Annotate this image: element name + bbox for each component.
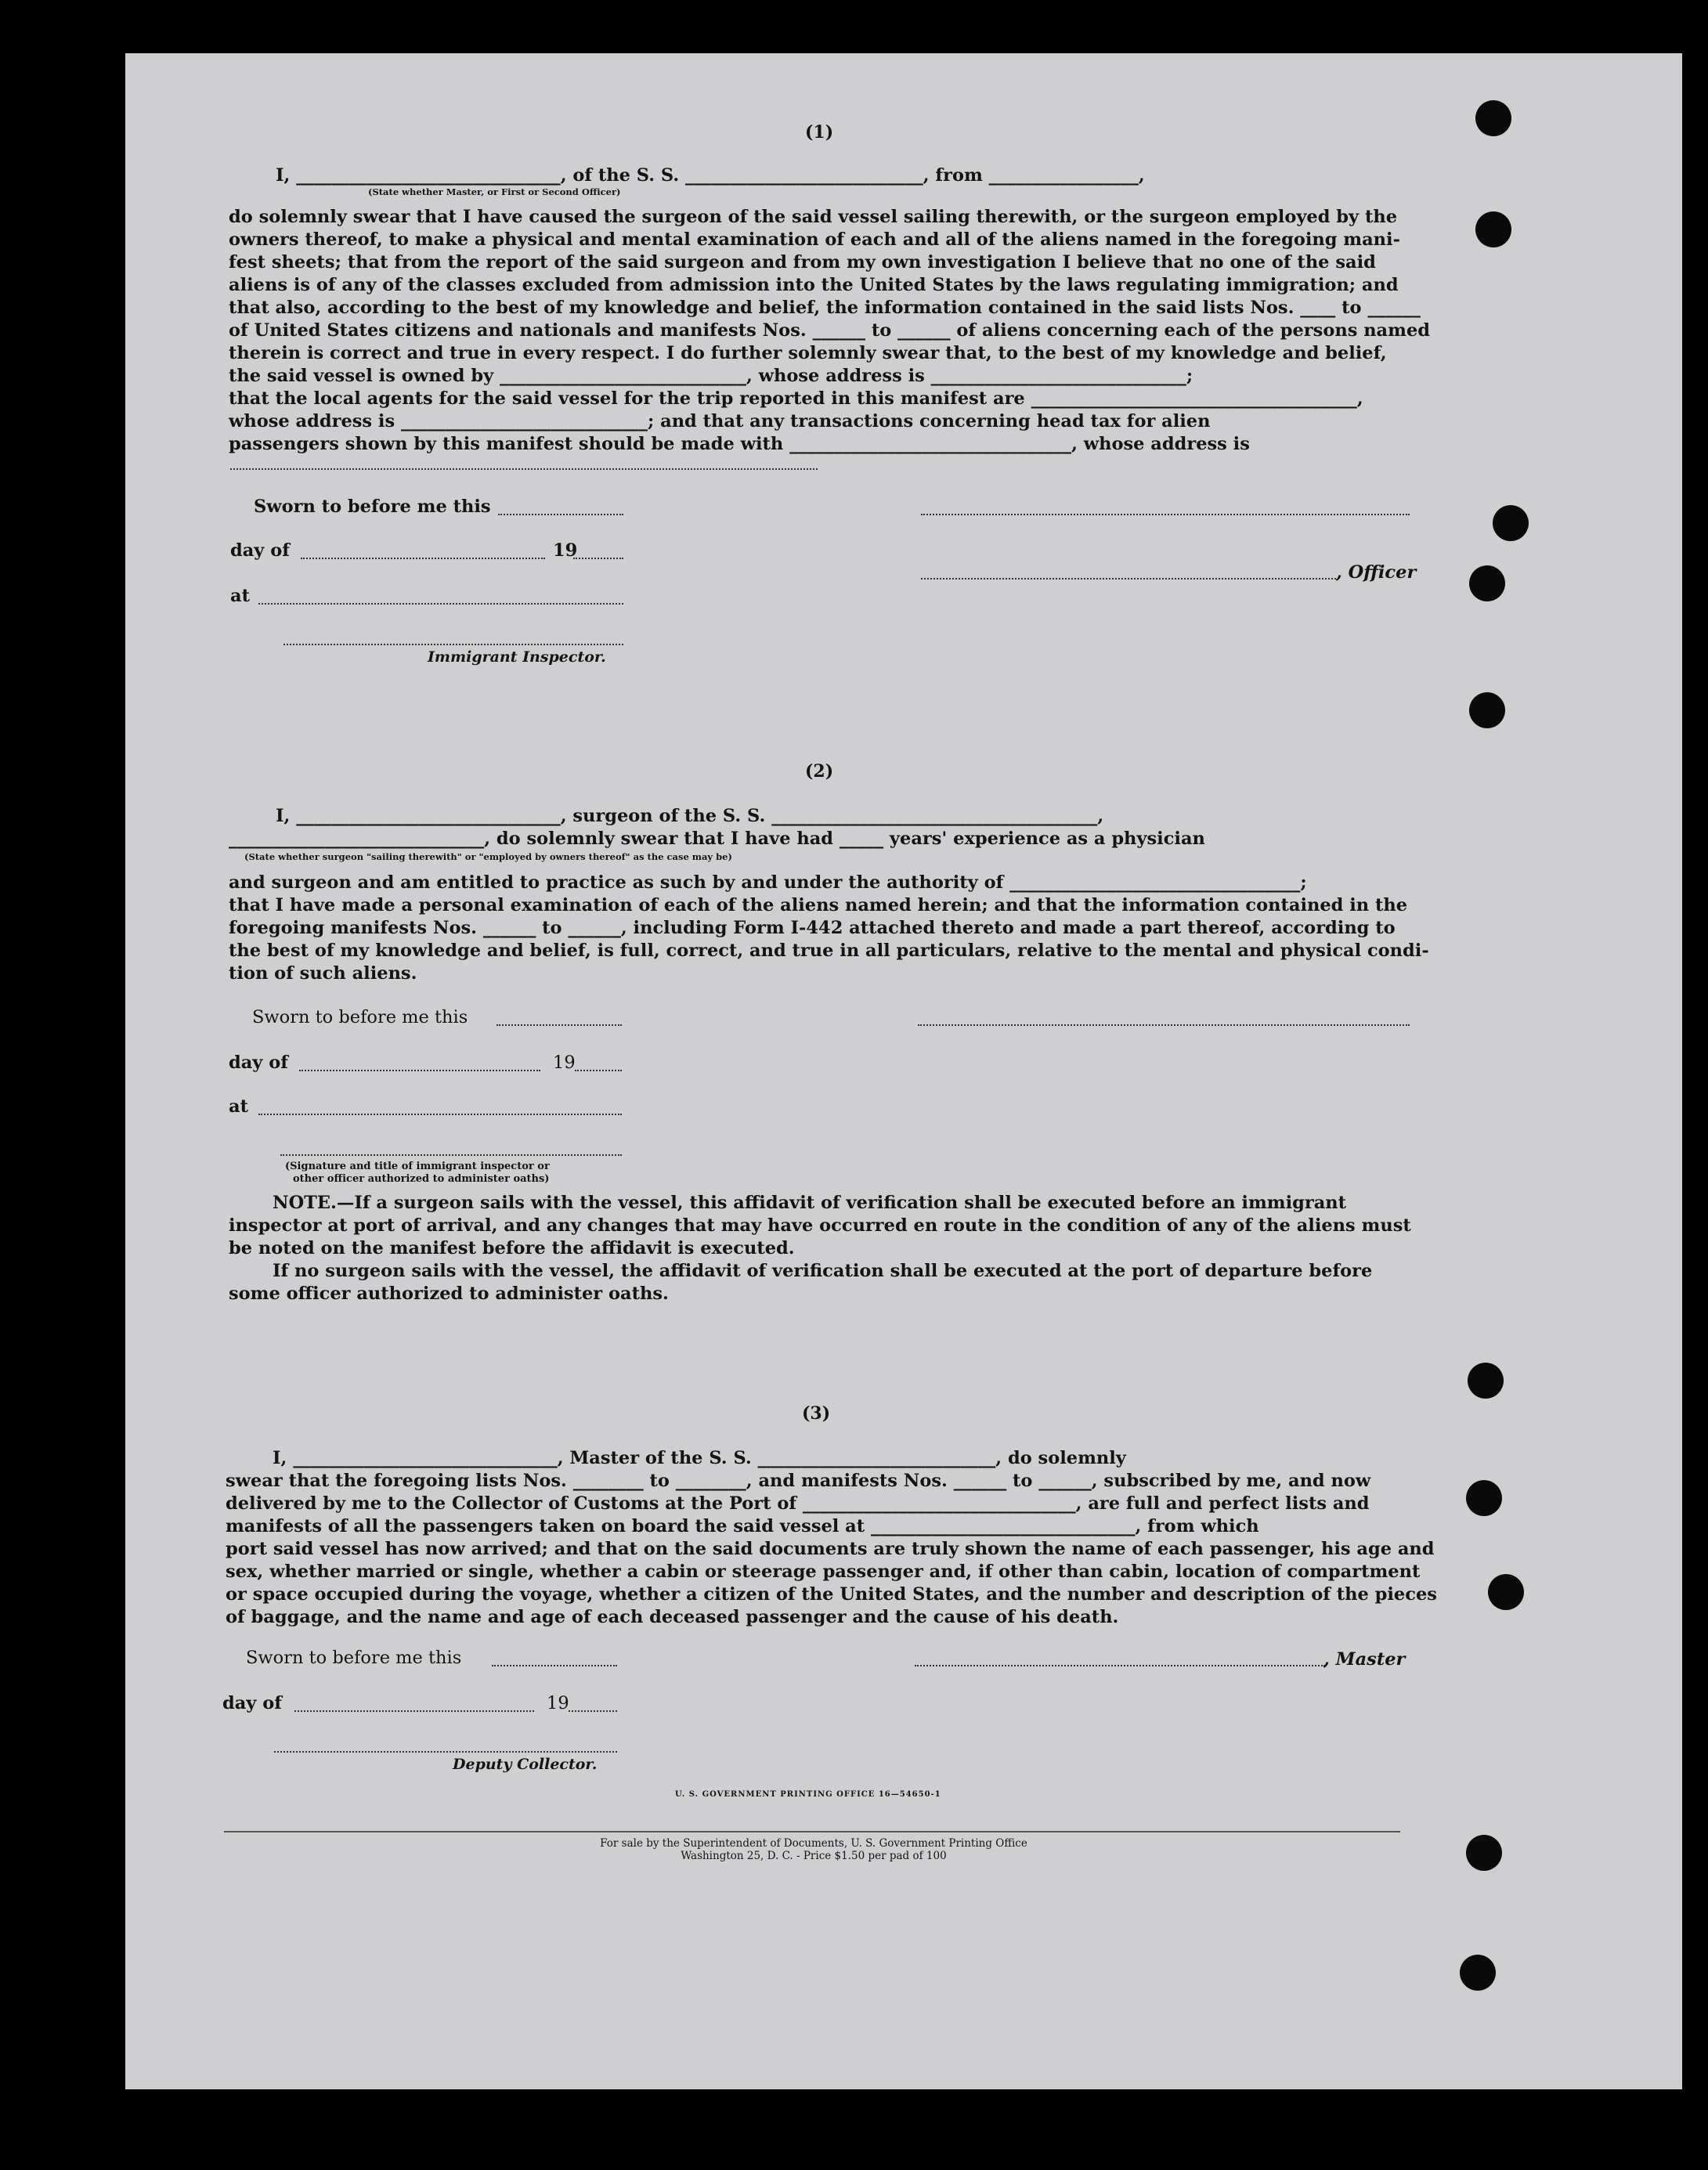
printing-office-line: U. S. GOVERNMENT PRINTING OFFICE 16—54650-1 [675,1790,941,1799]
section-3-line: or space occupied during the voyage, whether a citizen of the United States, and the number and description of the pieces [226,1584,1437,1605]
year-prefix: 19 [547,1693,569,1713]
note-line: NOTE.—If a surgeon sails with the vessel, this affidavit of verification shall be executed before an immigrant [273,1193,1347,1213]
officer-label: , Officer [1336,562,1417,583]
punch-hole [1460,1955,1496,1991]
section-1-line: that the local agents for the said vessel for the trip reported in this manifest are _____________________________________, [229,388,1363,409]
section-1-line: aliens is of any of the classes excluded from admission into the United States by the laws regulating immigration; and [229,275,1399,295]
day-of-label: day of [230,540,290,561]
year-prefix: 19 [553,540,578,561]
punch-hole [1466,1835,1502,1871]
section-2-line-1: I, ______________________________, surgeon of the S. S. _____________________________________, [276,806,1104,826]
footer-line-1: For sale by the Superintendent of Documents, U. S. Government Printing Office [600,1837,1027,1850]
note-line: If no surgeon sails with the vessel, the affidavit of verification shall be executed at the port of departure before [273,1261,1373,1281]
section-3-line: manifests of all the passengers taken on board the said vessel at ______________________________, from which [226,1516,1259,1536]
section-3-line: port said vessel has now arrived; and that on the said documents are truly shown the name of each passenger, his age and [226,1539,1435,1559]
note-line: be noted on the manifest before the affidavit is executed. [229,1238,795,1258]
section-2-line: tion of such aliens. [229,963,417,984]
at-line [258,603,623,605]
signature-note-line-2: other officer authorized to administer oaths) [293,1173,550,1185]
at-label: at [229,1096,248,1117]
section-1-line: whose address is ____________________________; and that any transactions concerning head tax for alien [229,411,1211,431]
day-of-line [294,1710,534,1712]
day-of-line [301,558,545,559]
section-1-line: of United States citizens and nationals and manifests Nos. ______ to ______ of aliens concerning each of the persons named [229,320,1430,341]
deputy-signature-line [274,1751,617,1753]
section-1-line: therein is correct and true in every respect. I do further solemnly swear that, to the best of my knowledge and belief, [229,343,1387,363]
sworn-label: Sworn to before me this [254,496,491,517]
punch-hole [1469,565,1505,601]
punch-hole [1493,505,1529,541]
surgeon-type-note: (State whether surgeon "sailing therewith" or "employed by owners thereof" as the case may be) [244,851,732,862]
at-label: at [230,586,250,606]
section-2-number: (2) [805,761,834,782]
section-1-line: fest sheets; that from the report of the said surgeon and from my own investigation I believe that no one of the said [229,252,1376,273]
sworn-label: Sworn to before me this [252,1007,468,1027]
officer-signature-line-2 [921,578,1336,580]
section-3-line: sex, whether married or single, whether a cabin or steerage passenger and, if other than cabin, location of compartment [226,1562,1421,1582]
address-blank-line [230,468,818,470]
section-3-line: delivered by me to the Collector of Customs at the Port of _______________________________, are full and perfect lists and [226,1493,1370,1514]
section-2-line: foregoing manifests Nos. ______ to ______, including Form I-442 attached thereto and made a part thereof, according to [229,918,1396,938]
section-2-line: the best of my knowledge and belief, is full, correct, and true in all particulars, relative to the mental and physical condi- [229,941,1429,961]
section-1-line: passengers shown by this manifest should be made with ________________________________, whose address is [229,434,1250,454]
note-line: some officer authorized to administer oaths. [229,1284,669,1304]
footer-rule [224,1831,1400,1832]
surgeon-signature-line [918,1024,1410,1026]
inspector-title: Immigrant Inspector. [428,648,606,666]
master-label: , Master [1323,1649,1406,1670]
year-line [569,1710,617,1712]
at-line [258,1114,622,1115]
sworn-date-line [497,1024,622,1026]
section-3-line: I, ______________________________, Master of the S. S. ___________________________, do solemnly [273,1448,1126,1468]
sworn-label: Sworn to before me this [246,1648,462,1668]
officer-rank-note: (State whether Master, or First or Second Officer) [368,186,621,197]
master-signature-line [915,1665,1325,1666]
inspector-signature-line [283,644,623,645]
day-of-label: day of [222,1693,282,1713]
note-line: inspector at port of arrival, and any changes that may have occurred en route in the condition of any of the aliens must [229,1215,1411,1236]
section-3-line: swear that the foregoing lists Nos. ________ to ________, and manifests Nos. ______ to ______, subscribed by me, and now [226,1471,1371,1491]
day-of-label: day of [229,1053,288,1073]
officer-signature-line-1 [921,514,1410,515]
punch-hole [1475,211,1511,247]
footer-line-2: Washington 25, D. C. - Price $1.50 per pad of 100 [681,1850,947,1862]
section-3-line: of baggage, and the name and age of each deceased passenger and the cause of his death. [226,1607,1119,1627]
day-of-line [299,1070,540,1071]
section-3-number: (3) [802,1403,831,1424]
section-1-line: do solemnly swear that I have caused the surgeon of the said vessel sailing therewith, or the surgeon employed by the [229,207,1398,227]
section-1-line: that also, according to the best of my knowledge and belief, the information contained in the said lists Nos. ____ to ______ [229,298,1421,318]
punch-hole [1469,692,1505,728]
signature-note-line-1: (Signature and title of immigrant inspector or [285,1161,550,1172]
punch-hole [1488,1574,1524,1610]
section-2-line: that I have made a personal examination of each of the aliens named herein; and that the information contained in the [229,895,1408,915]
officer-signature-line [280,1154,622,1156]
sworn-date-line [498,514,623,515]
deputy-title: Deputy Collector. [453,1756,598,1773]
section-2-line: and surgeon and am entitled to practice as such by and under the authority of _________________________________; [229,872,1307,893]
punch-hole [1468,1363,1504,1399]
section-1-line: the said vessel is owned by ____________________________, whose address is _____________________________; [229,366,1193,386]
section-2-line-2: _____________________________, do solemnly swear that I have had _____ years' experience as a physician [229,829,1205,849]
year-prefix: 19 [553,1053,576,1073]
section-1-number: (1) [805,122,834,143]
section-1-line: owners thereof, to make a physical and mental examination of each and all of the aliens named in the foregoing mani- [229,229,1400,250]
sworn-date-line [492,1665,617,1666]
year-line [573,558,623,559]
punch-hole [1466,1480,1502,1516]
punch-hole [1475,100,1511,136]
year-line [575,1070,622,1071]
section-1-line: I, ______________________________, of the S. S. ___________________________, from _________________, [276,165,1145,186]
